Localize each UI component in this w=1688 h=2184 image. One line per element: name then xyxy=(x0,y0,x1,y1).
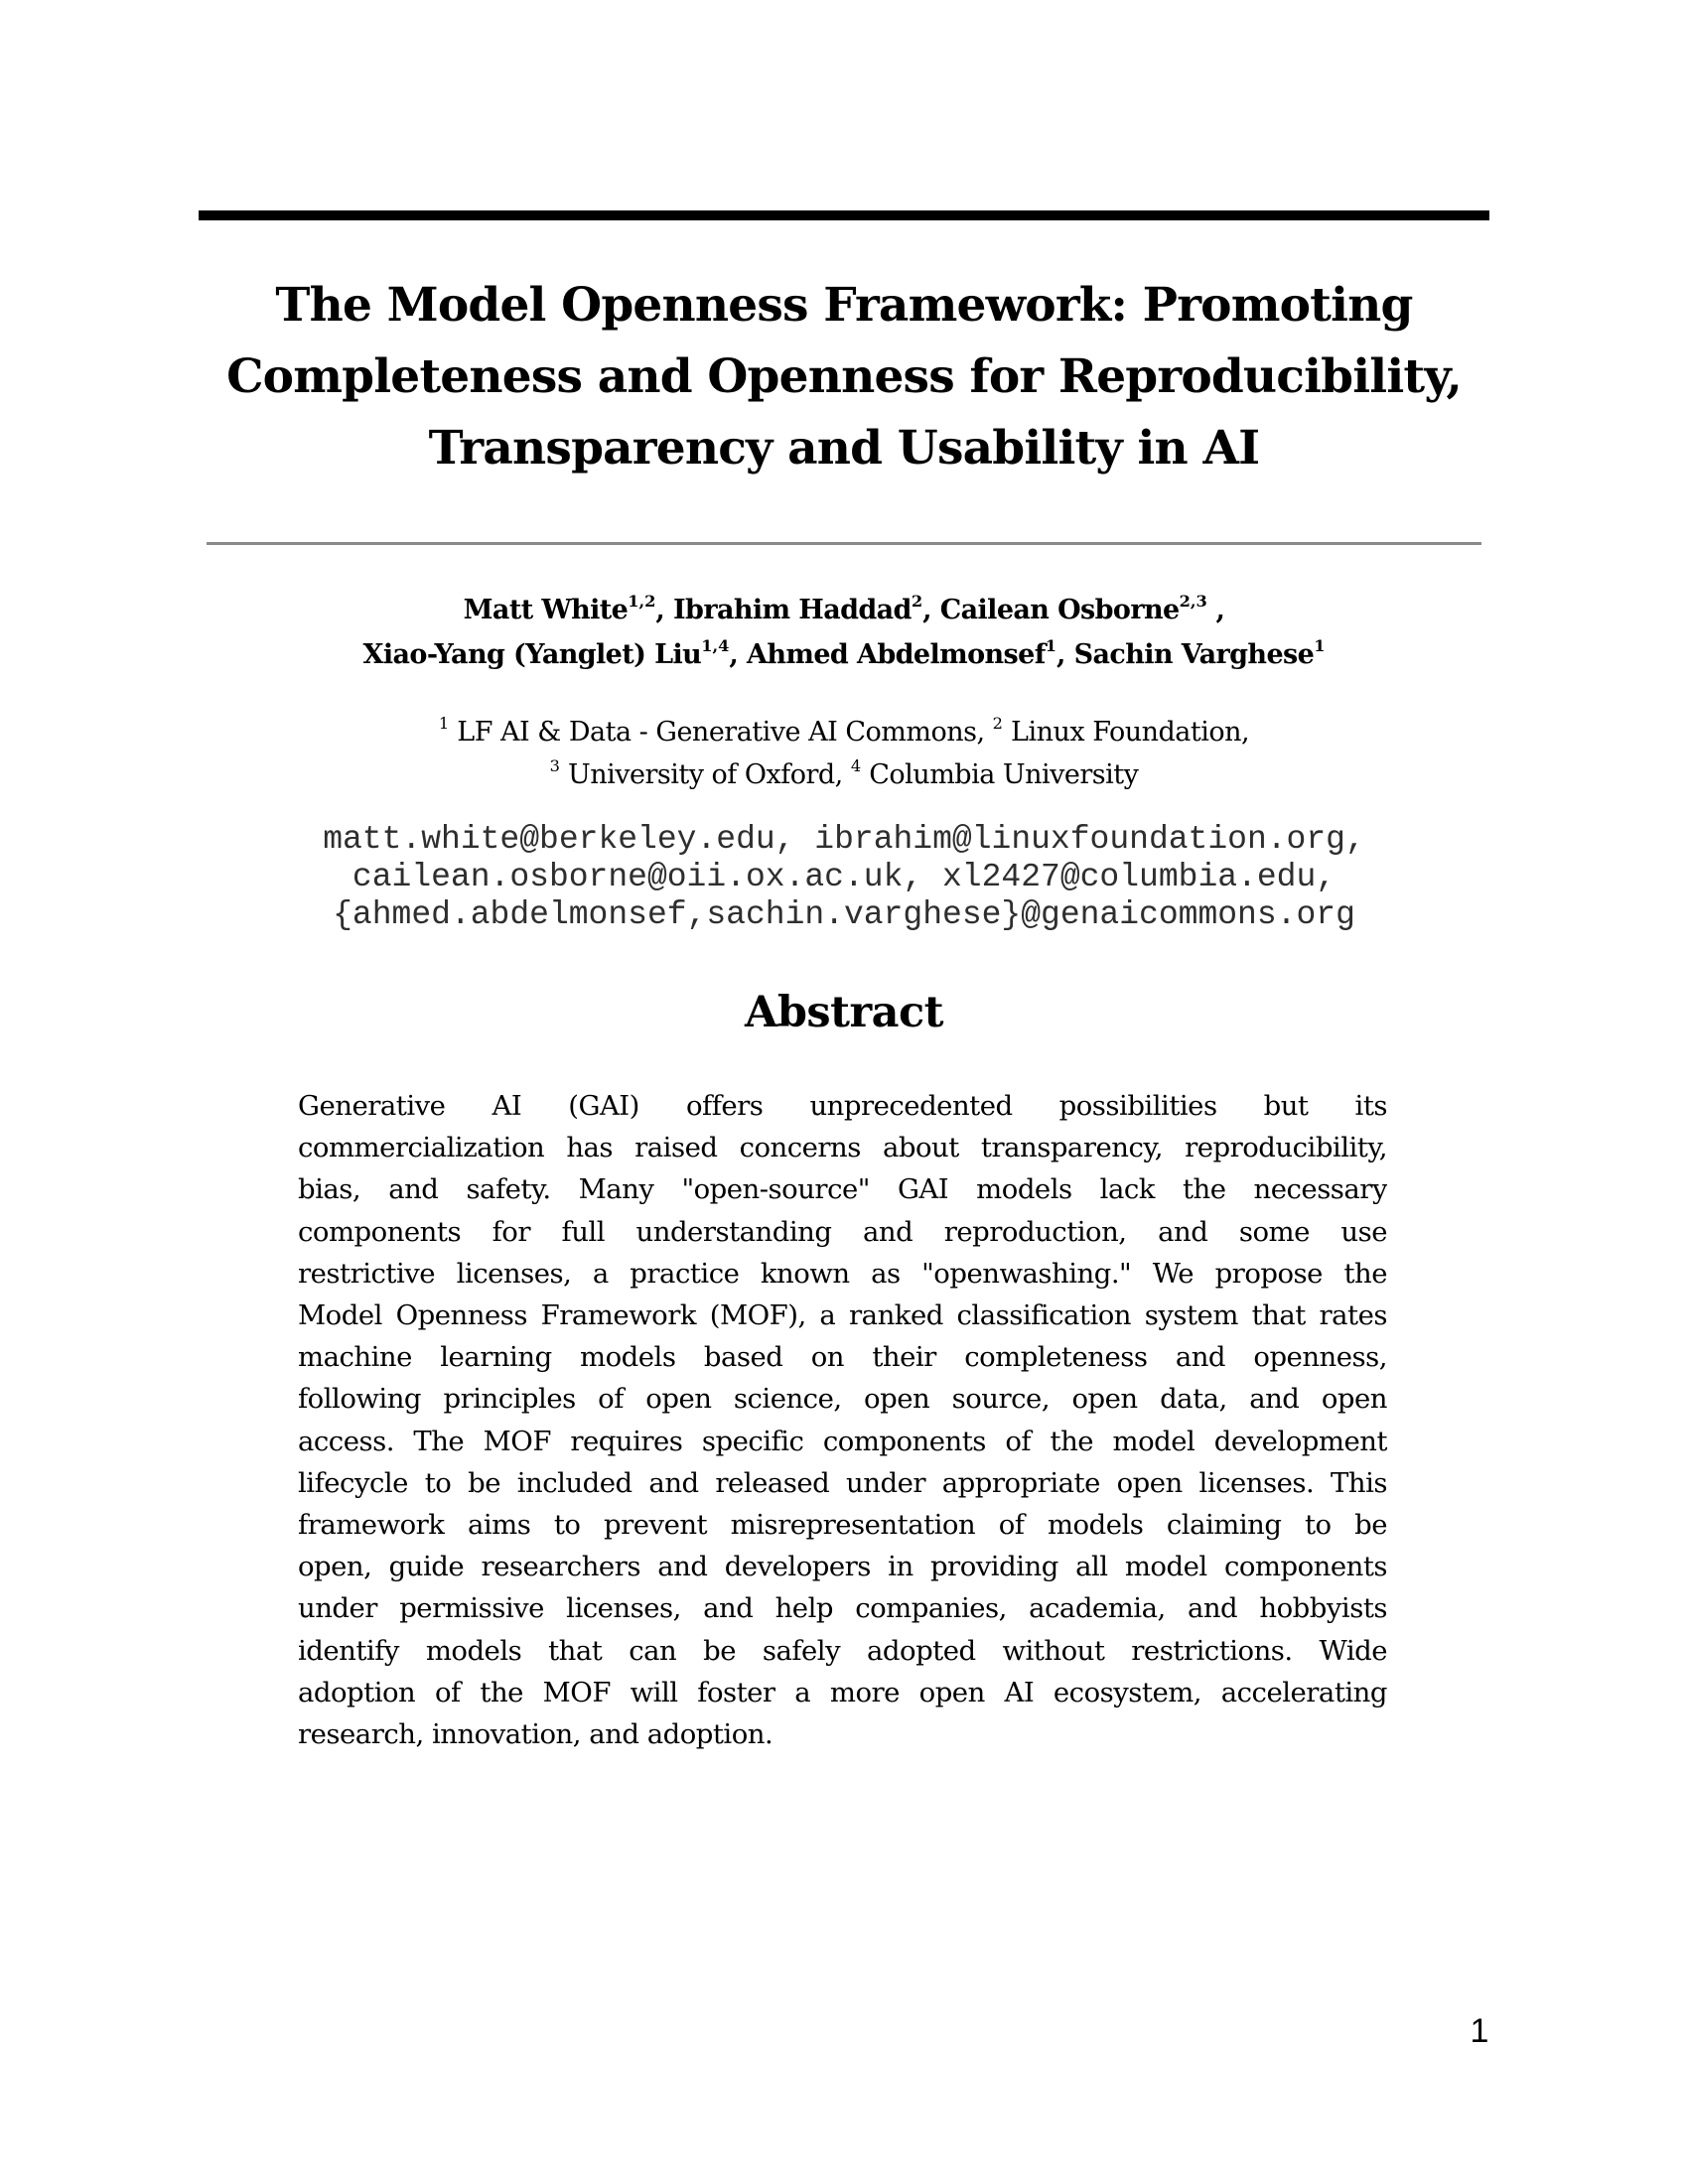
email-line: matt.white@berkeley.edu, ibrahim@linuxfoundation.org, xyxy=(323,821,1365,858)
author-affiliation-marker: 1 xyxy=(1314,635,1326,655)
abstract-line: access. The MOF requires specific components of the model development xyxy=(298,1425,1387,1457)
author-affiliation-marker: 2 xyxy=(911,591,923,611)
abstract-line: research, innovation, and adoption. xyxy=(298,1718,774,1751)
paper-title xyxy=(149,270,1539,484)
abstract-line: bias, and safety. Many "open-source" GAI models lack the necessary xyxy=(298,1173,1387,1206)
abstract-body xyxy=(298,1085,1387,1755)
author-separator: , xyxy=(922,595,940,625)
affiliation-line xyxy=(149,753,1539,796)
affiliation-text: LF AI & Data - Generative AI Commons, xyxy=(449,717,993,748)
author-name: Xiao-Yang (Yanglet) Liu xyxy=(362,639,702,670)
email-line: {ahmed.abdelmonsef,sachin.varghese}@genaicommons.org xyxy=(333,896,1355,933)
title-line: Transparency and Usability in AI xyxy=(428,421,1260,476)
abstract-line: lifecycle to be included and released under appropriate open licenses. This xyxy=(298,1466,1387,1499)
author-name: Ahmed Abdelmonsef xyxy=(746,639,1046,670)
affiliation-marker: 1 xyxy=(438,713,450,733)
abstract-line: under permissive licenses, and help companies, academia, and hobbyists xyxy=(298,1592,1387,1625)
author-separator: , xyxy=(1055,639,1074,670)
abstract-heading: Abstract xyxy=(744,988,944,1037)
author-line xyxy=(149,632,1539,677)
author-name: Sachin Varghese xyxy=(1073,639,1315,670)
abstract-line: Model Openness Framework (MOF), a ranked classification system that rates xyxy=(298,1299,1387,1332)
title-bottom-rule xyxy=(207,542,1481,545)
abstract-line: open, guide researchers and developers in providing all model components xyxy=(298,1551,1387,1583)
author-affiliation-marker: 1,4 xyxy=(701,635,730,655)
abstract-line: restrictive licenses, a practice known as "openwashing." We propose the xyxy=(298,1257,1387,1290)
author-affiliation-marker: 1 xyxy=(1045,635,1056,655)
affiliation-marker: 3 xyxy=(549,755,560,775)
affiliation-text: Columbia University xyxy=(861,759,1139,790)
author-line xyxy=(149,588,1539,632)
affiliation-text: Linux Foundation, xyxy=(1002,717,1250,748)
author-name: Cailean Osborne xyxy=(939,595,1180,625)
author-name: Ibrahim Haddad xyxy=(673,595,912,625)
affiliation-marker: 2 xyxy=(992,713,1003,733)
abstract-line: components for full understanding and reproduction, and some use xyxy=(298,1215,1387,1248)
author-separator: , xyxy=(655,595,674,625)
abstract-line: framework aims to prevent misrepresentation of models claiming to be xyxy=(298,1509,1387,1542)
author-name: Matt White xyxy=(463,595,629,625)
affiliation-text: University of Oxford, xyxy=(559,759,851,790)
title-line: The Model Openness Framework: Promoting xyxy=(275,278,1413,333)
title-line: Completeness and Openness for Reproducibility, xyxy=(226,349,1462,404)
author-list xyxy=(149,588,1539,677)
title-top-rule xyxy=(199,210,1489,220)
author-affiliation-marker: 2,3 xyxy=(1179,591,1207,611)
author-emails xyxy=(149,821,1539,934)
abstract-line: following principles of open science, open source, open data, and open xyxy=(298,1383,1387,1416)
affiliation-marker: 4 xyxy=(850,755,862,775)
page-number: 1 xyxy=(1470,2012,1489,2050)
author-separator: , xyxy=(729,639,747,670)
abstract-line: Generative AI (GAI) offers unprecedented possibilities but its xyxy=(298,1090,1387,1122)
abstract-line: identify models that can be safely adopted without restrictions. Wide xyxy=(298,1634,1387,1667)
email-line: cailean.osborne@oii.ox.ac.uk, xl2427@columbia.edu, xyxy=(352,859,1336,895)
author-affiliation-marker: 1,2 xyxy=(628,591,656,611)
author-separator: , xyxy=(1206,595,1225,625)
abstract-line: commercialization has raised concerns about transparency, reproducibility, xyxy=(298,1132,1387,1164)
affiliation-line xyxy=(149,711,1539,753)
affiliation-list xyxy=(149,711,1539,796)
abstract-line: machine learning models based on their completeness and openness, xyxy=(298,1341,1387,1374)
abstract-line: adoption of the MOF will foster a more open AI ecosystem, accelerating xyxy=(298,1676,1387,1708)
